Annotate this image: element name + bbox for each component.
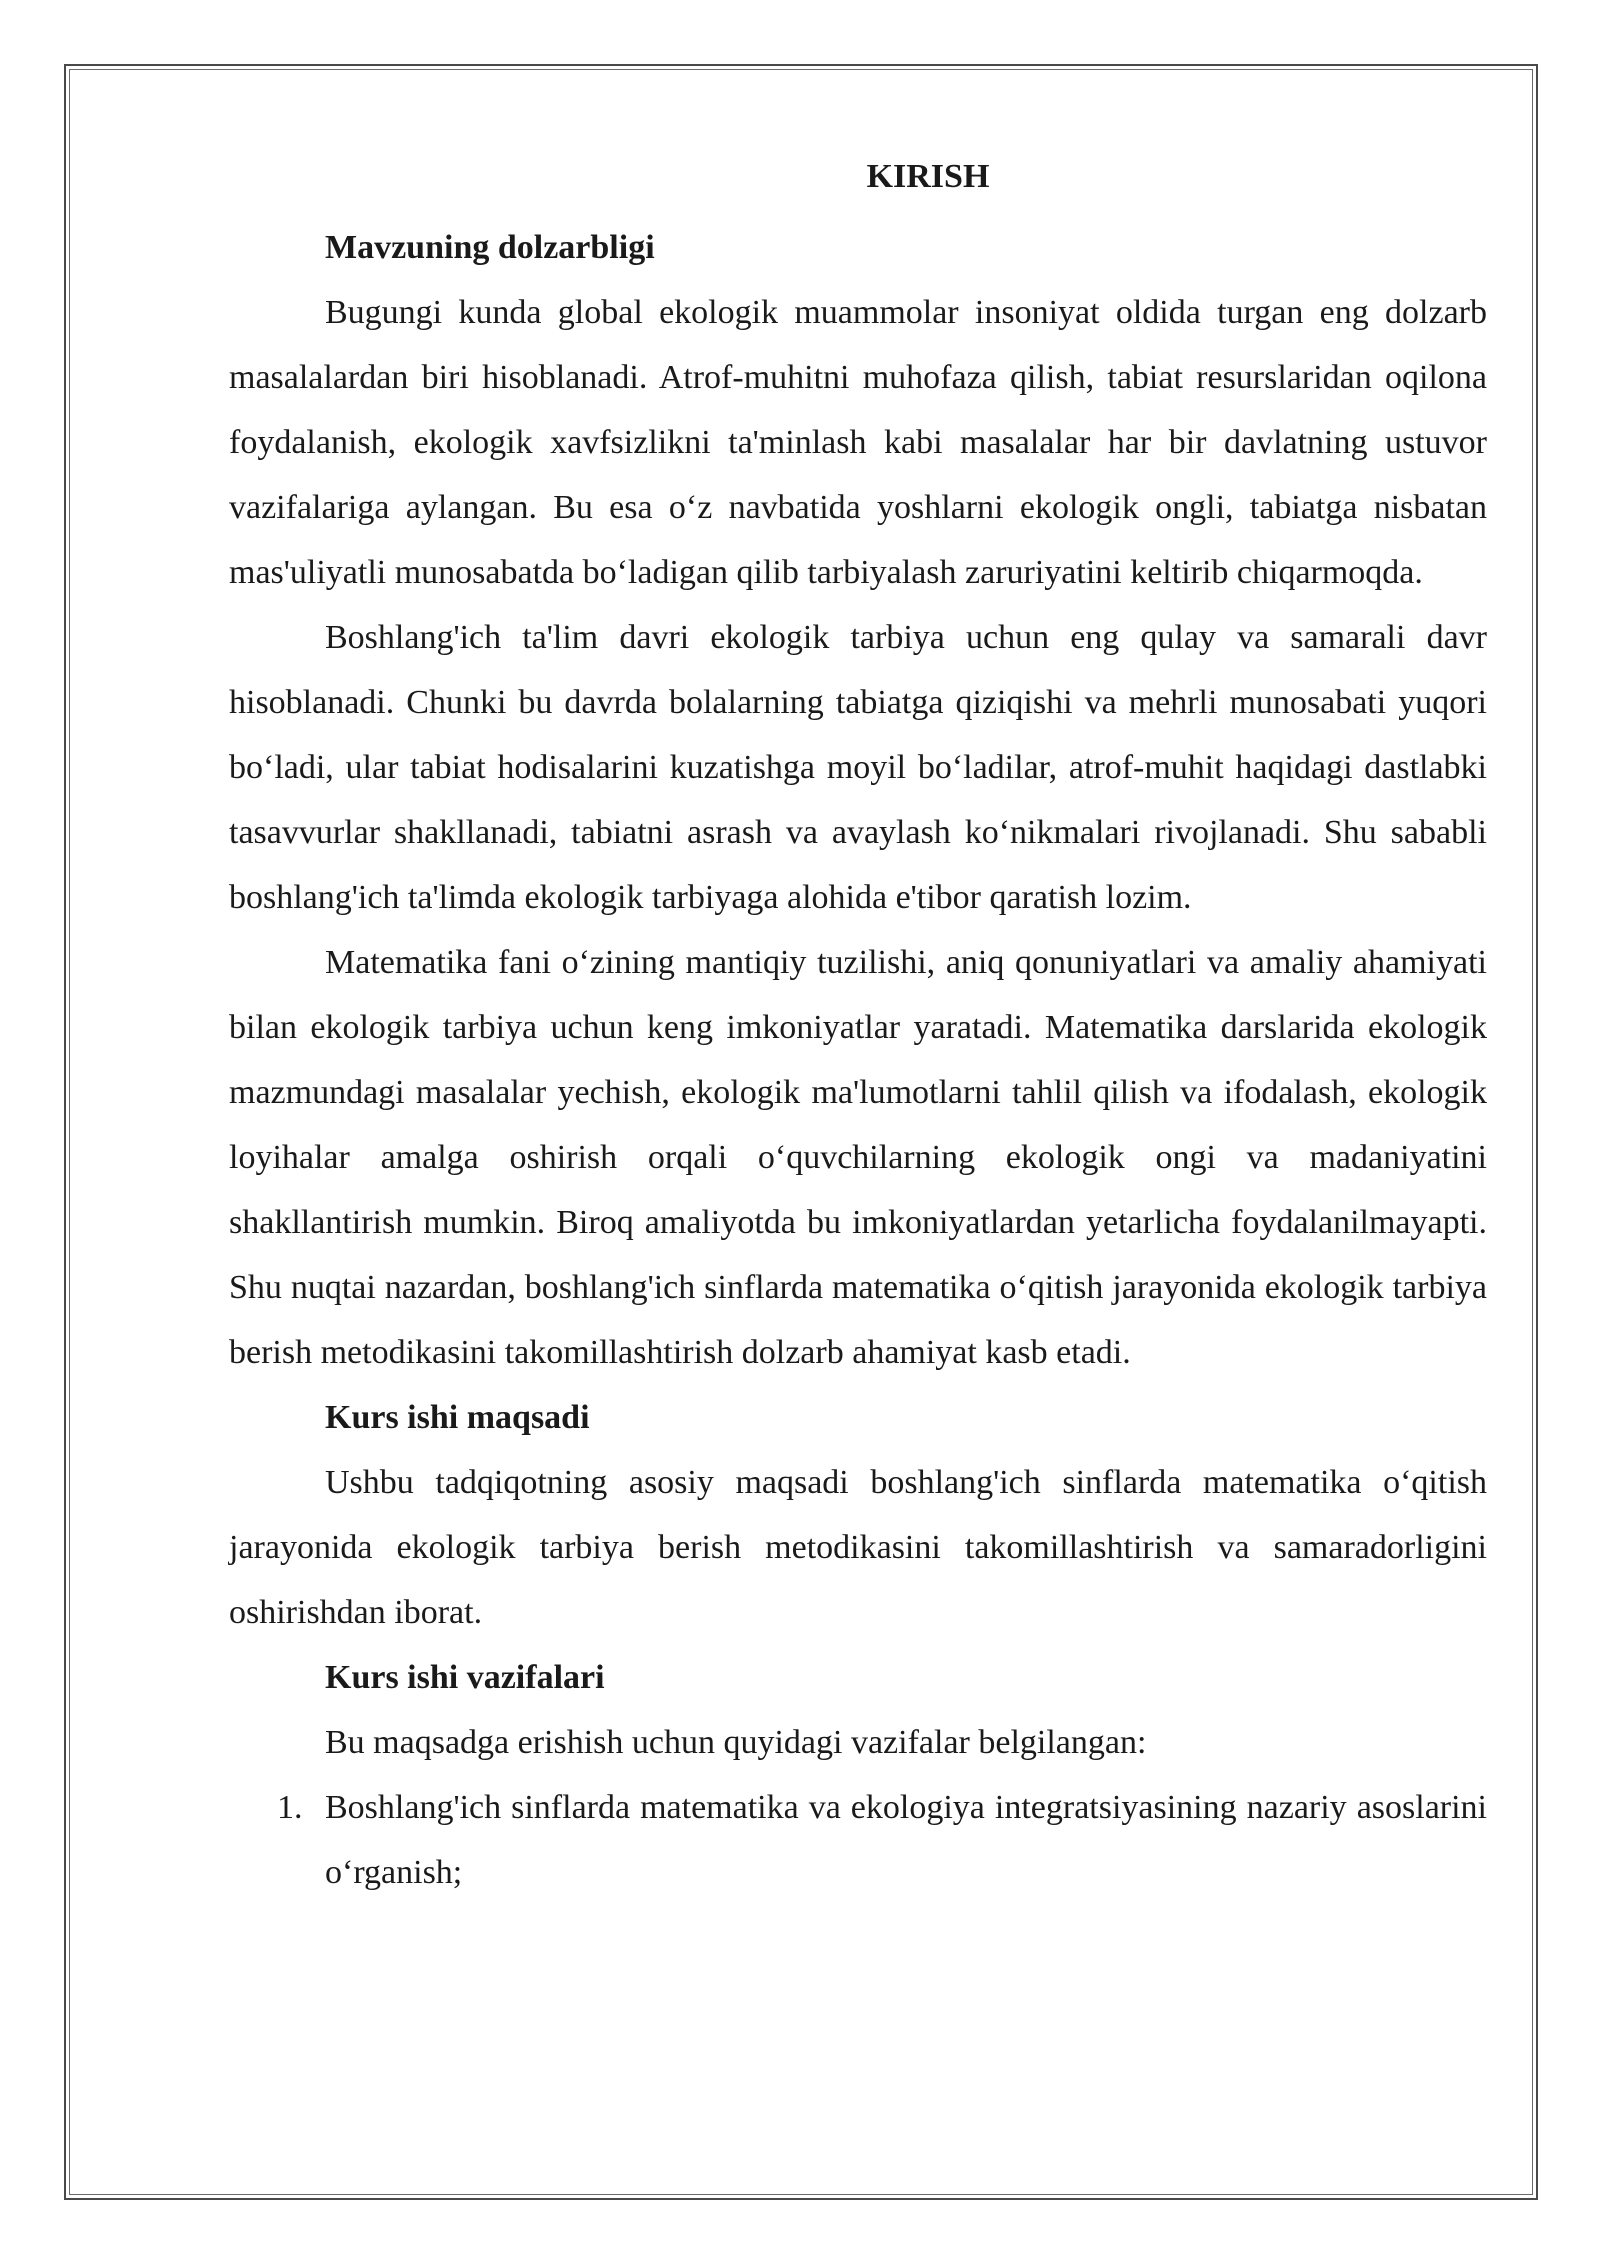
tasks-intro: Bu maqsadga erishish uchun quyidagi vazifalar belgilangan: [325, 1724, 1147, 1761]
goal-heading: Kurs ishi maqsadi [325, 1399, 590, 1436]
page-title: KIRISH [866, 158, 990, 195]
list-item [229, 1775, 1487, 1905]
list-item-number: 1. [277, 1789, 303, 1826]
list-item-text: Boshlang'ich sinflarda matematika va ekologiya integratsiyasining nazariy asoslarini o‘rganish; [325, 1789, 1487, 1891]
document-body [229, 150, 1487, 1905]
relevance-paragraph-1: Bugungi kunda global ekologik muammolar insoniyat oldida turgan eng dolzarb masalalardan biri hisoblanadi. Atrof-muhitni muhofaza qilish, tabiat resurslaridan oqilona foydalanish, ekologik xavfsizlikni ta'minlash kabi masalalar har bir davlatning ustuvor vazifalariga aylangan. Bu esa o‘z navbatida yoshlarni ekologik ongli, tabiatga nisbatan mas'uliyatli munosabatda bo‘ladigan qilib tarbiyalash zaruriyatini keltirib chiqarmoqda. [229, 294, 1487, 591]
relevance-heading: Mavzuning dolzarbligi [325, 229, 655, 266]
relevance-paragraph-2: Boshlang'ich ta'lim davri ekologik tarbiya uchun eng qulay va samarali davr hisoblanadi. Chunki bu davrda bolalarning tabiatga qiziqishi va mehrli munosabati yuqori bo‘ladi, ular tabiat hodisalarini kuzatishga moyil bo‘ladilar, atrof-muhit haqidagi dastlabki tasavvurlar shakllanadi, tabiatni asrash va avaylash ko‘nikmalari rivojlanadi. Shu sababli boshlang'ich ta'limda ekologik tarbiyaga alohida e'tibor qaratish lozim. [229, 619, 1487, 916]
goal-paragraph: Ushbu tadqiqotning asosiy maqsadi boshlang'ich sinflarda matematika o‘qitish jarayonida ekologik tarbiya berish metodikasini takomillashtirish va samaradorligini oshirishdan iborat. [229, 1464, 1487, 1631]
tasks-heading: Kurs ishi vazifalari [325, 1659, 605, 1696]
relevance-paragraph-3: Matematika fani o‘zining mantiqiy tuzilishi, aniq qonuniyatlari va amaliy ahamiyati bilan ekologik tarbiya uchun keng imkoniyatlar yaratadi. Matematika darslarida ekologik mazmundagi masalalar yechish, ekologik ma'lumotlarni tahlil qilish va ifodalash, ekologik loyihalar amalga oshirish orqali o‘quvchilarning ekologik ongi va madaniyatini shakllantirish mumkin. Biroq amaliyotda bu imkoniyatlardan yetarlicha foydalanilmayapti. Shu nuqtai nazardan, boshlang'ich sinflarda matematika o‘qitish jarayonida ekologik tarbiya berish metodikasini takomillashtirish dolzarb ahamiyat kasb etadi. [229, 944, 1487, 1371]
